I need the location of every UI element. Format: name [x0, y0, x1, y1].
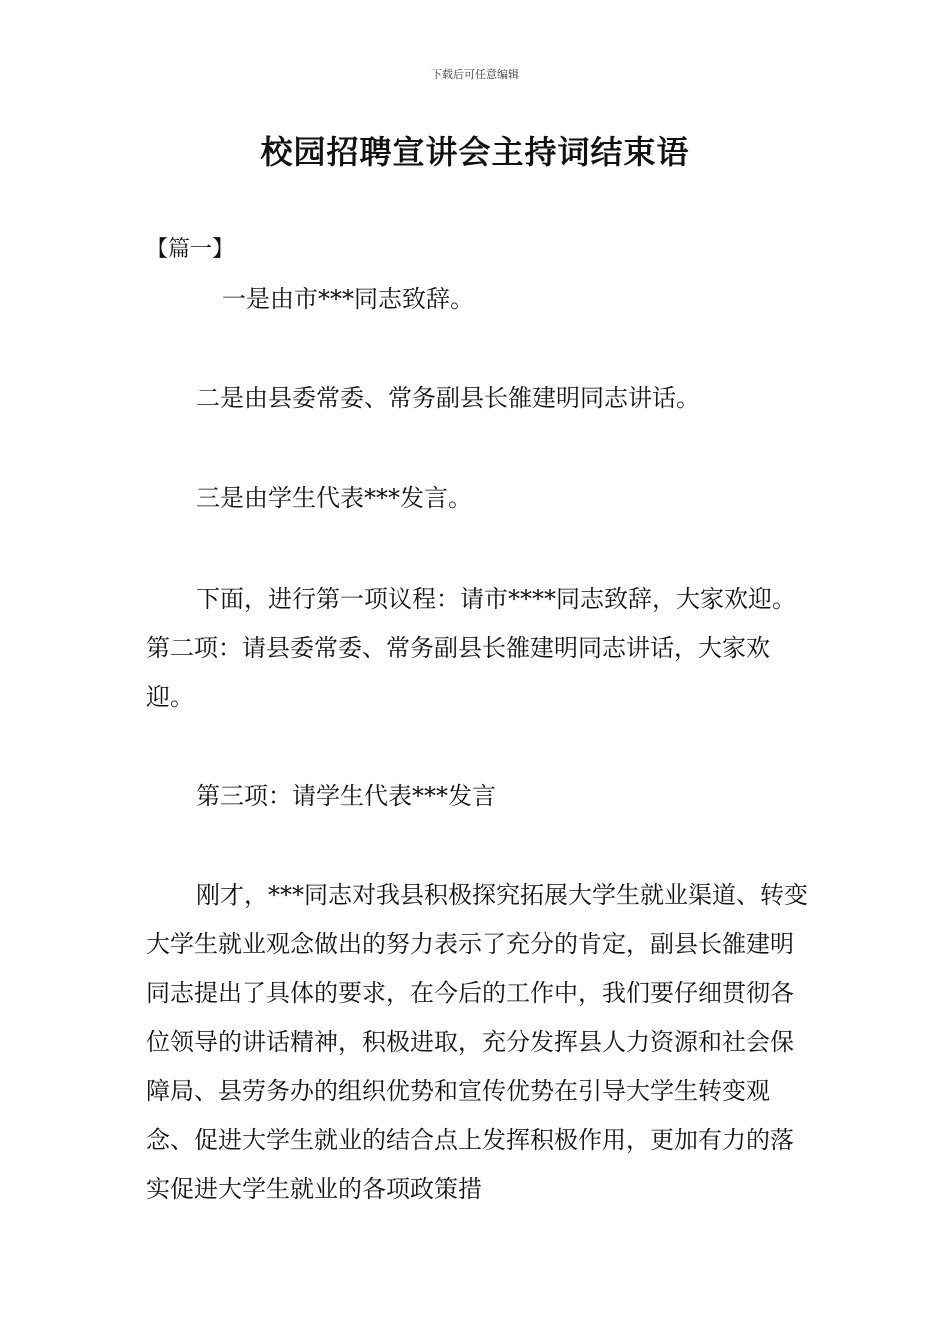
- document-title: 校园招聘宣讲会主持词结束语: [260, 133, 690, 171]
- header-note: 下载后可任意编辑: [431, 68, 519, 81]
- paragraph-3: 三是由学生代表***发言。: [196, 484, 472, 512]
- paragraph-1: 一是由市***同志致辞。: [222, 285, 474, 313]
- paragraph-2: 二是由县委常委、常务副县长雒建明同志讲话。: [196, 384, 700, 412]
- paragraph-5: 第三项：请学生代表***发言: [196, 782, 496, 810]
- paragraph-6: 刚才，***同志对我县积极探究拓展大学生就业渠道、转变大学生就业观念做出的努力表示了充分的肯定，副县长雒建明同志提出了具体的要求，在今后的工作中，我们要仔细贯彻各位领导的讲话精神，积极进取，充分发挥县人力资源和社会保障局、县劳务办的组织优势和宣传优势在引导大学生转变观念、促进大学生就业的结合点上发挥积极作用，更加有力的落实促进大学生就业的各项政策措: [146, 881, 808, 1203]
- section-label: 【篇一】: [146, 237, 235, 262]
- paragraph-4: 下面，进行第一项议程：请市****同志致辞，大家欢迎。第二项：请县委常委、常务副县长雒建明同志讲话，大家欢迎。: [146, 585, 796, 711]
